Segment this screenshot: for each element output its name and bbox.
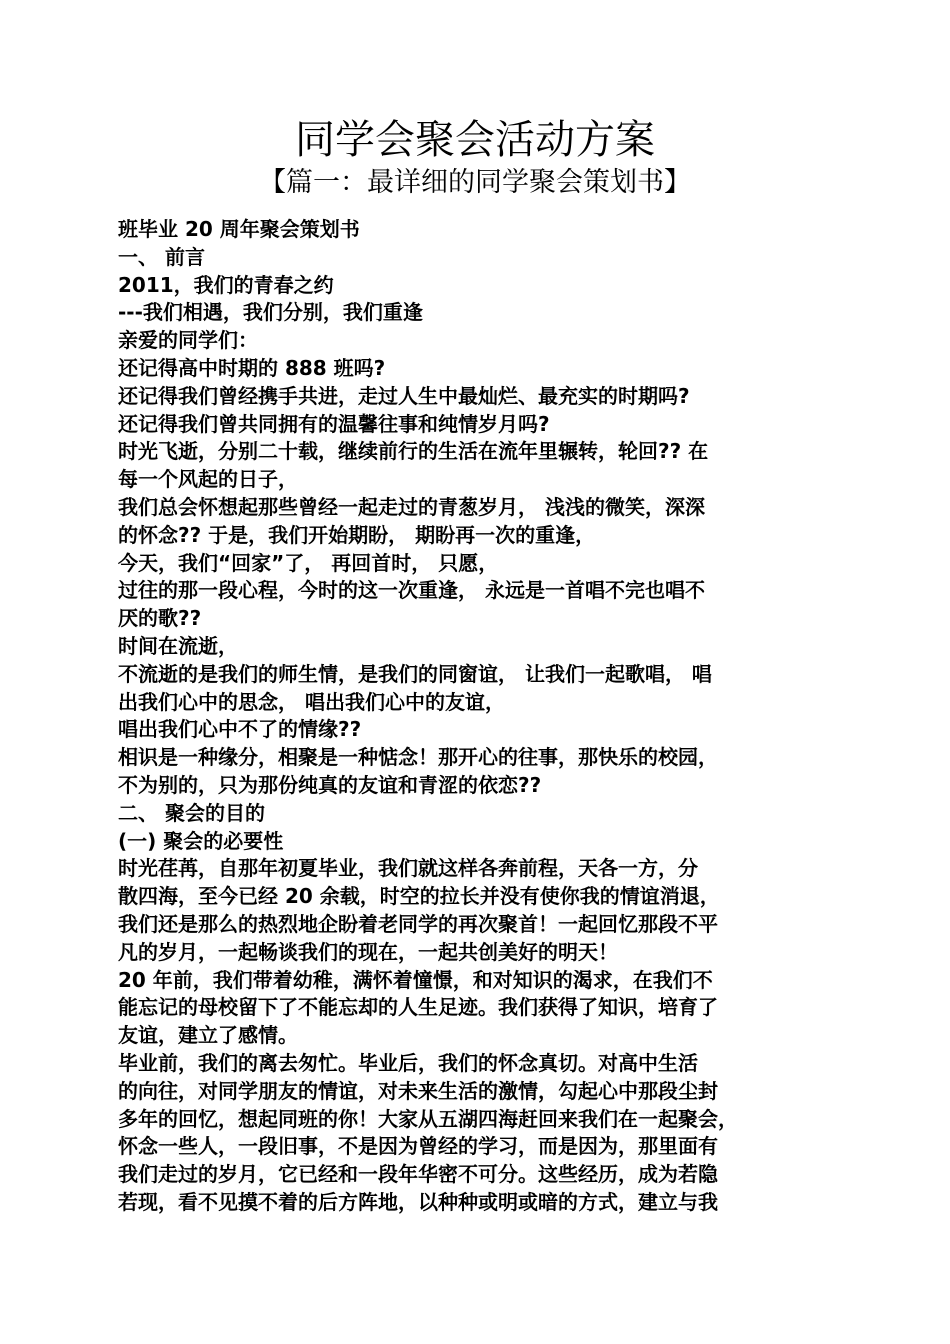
- text-line: 时光飞逝，分别二十载，继续前行的生活在流年里辗转，轮回?? 在: [118, 439, 709, 464]
- text-line: (一) 聚会的必要性: [118, 828, 284, 853]
- text-line: 还记得我们曾共同拥有的温馨往事和纯情岁月吗?: [118, 411, 550, 436]
- text-line: 今天，我们“回家”了， 再回首时， 只愿，: [118, 550, 499, 575]
- text-line: 多年的回忆，想起同班的你！大家从五湖四海赶回来我们在一起聚会，: [118, 1106, 738, 1131]
- text-line: 相识是一种缘分，相聚是一种惦念！那开心的往事，那快乐的校园，: [118, 745, 718, 770]
- text-line: ---我们相遇，我们分别，我们重逢: [118, 300, 423, 325]
- text-line: 怀念一些人，一段旧事，不是因为曾经的学习，而是因为，那里面有: [118, 1134, 718, 1159]
- text-line: 时间在流逝，: [118, 633, 238, 658]
- text-line: 的怀念?? 于是，我们开始期盼， 期盼再一次的重逢，: [118, 522, 596, 547]
- text-line: 一、 前言: [118, 244, 205, 269]
- text-line: 过往的那一段心程，今时的这一次重逢， 永远是一首唱不完也唱不: [118, 578, 705, 603]
- text-line: 不流逝的是我们的师生情，是我们的同窗谊， 让我们一起歌唱， 唱: [118, 661, 712, 686]
- text-line: 20 年前，我们带着幼稚，满怀着憧憬，和对知识的渴求，在我们不: [118, 967, 713, 992]
- text-line: 亲爱的同学们：: [118, 328, 258, 353]
- text-line: 还记得我们曾经携手共进，走过人生中最灿烂、最充实的时期吗?: [118, 383, 690, 408]
- text-line: 毕业前，我们的离去匆忙。毕业后，我们的怀念真切。对高中生活: [118, 1050, 698, 1075]
- text-line: 能忘记的母校留下了不能忘却的人生足迹。我们获得了知识，培育了: [118, 995, 718, 1020]
- text-line: 2011，我们的青春之约: [118, 272, 334, 297]
- text-line: 还记得高中时期的 888 班吗?: [118, 355, 386, 380]
- text-line: 不为别的，只为那份纯真的友谊和青涩的依恋??: [118, 772, 542, 797]
- document-subtitle: 【篇一：最详细的同学聚会策划书】: [259, 167, 691, 198]
- text-line: 散四海，至今已经 20 余载，时空的拉长并没有使你我的情谊消退，: [118, 884, 720, 909]
- document-body: [118, 216, 836, 1217]
- document-title: 同学会聚会活动方案: [295, 117, 655, 163]
- text-line: 厌的歌??: [118, 606, 202, 631]
- text-line: 我们总会怀想起那些曾经一起走过的青葱岁月， 浅浅的微笑，深深: [118, 494, 705, 519]
- text-line: 我们还是那么的热烈地企盼着老同学的再次聚首！一起回忆那段不平: [118, 911, 718, 936]
- text-line: 我们走过的岁月，它已经和一段年华密不可分。这些经历，成为若隐: [118, 1162, 718, 1187]
- text-line: 的向往，对同学朋友的情谊，对未来生活的激情，勾起心中那段尘封: [118, 1078, 718, 1103]
- text-line: 出我们心中的思念， 唱出我们心中的友谊，: [118, 689, 505, 714]
- text-line: 唱出我们心中不了的情缘??: [118, 717, 362, 742]
- text-line: 每一个风起的日子，: [118, 467, 298, 492]
- text-line: 时光荏苒，自那年初夏毕业，我们就这样各奔前程，天各一方，分: [118, 856, 698, 881]
- text-line: 二、 聚会的目的: [118, 800, 265, 825]
- text-line: 班毕业 20 周年聚会策划书: [118, 217, 360, 241]
- text-line: 若现，看不见摸不着的后方阵地，以种种或明或暗的方式，建立与我: [118, 1189, 718, 1214]
- text-line: 凡的岁月，一起畅谈我们的现在，一起共创美好的明天！: [118, 939, 618, 964]
- text-line: 友谊，建立了感情。: [118, 1023, 298, 1048]
